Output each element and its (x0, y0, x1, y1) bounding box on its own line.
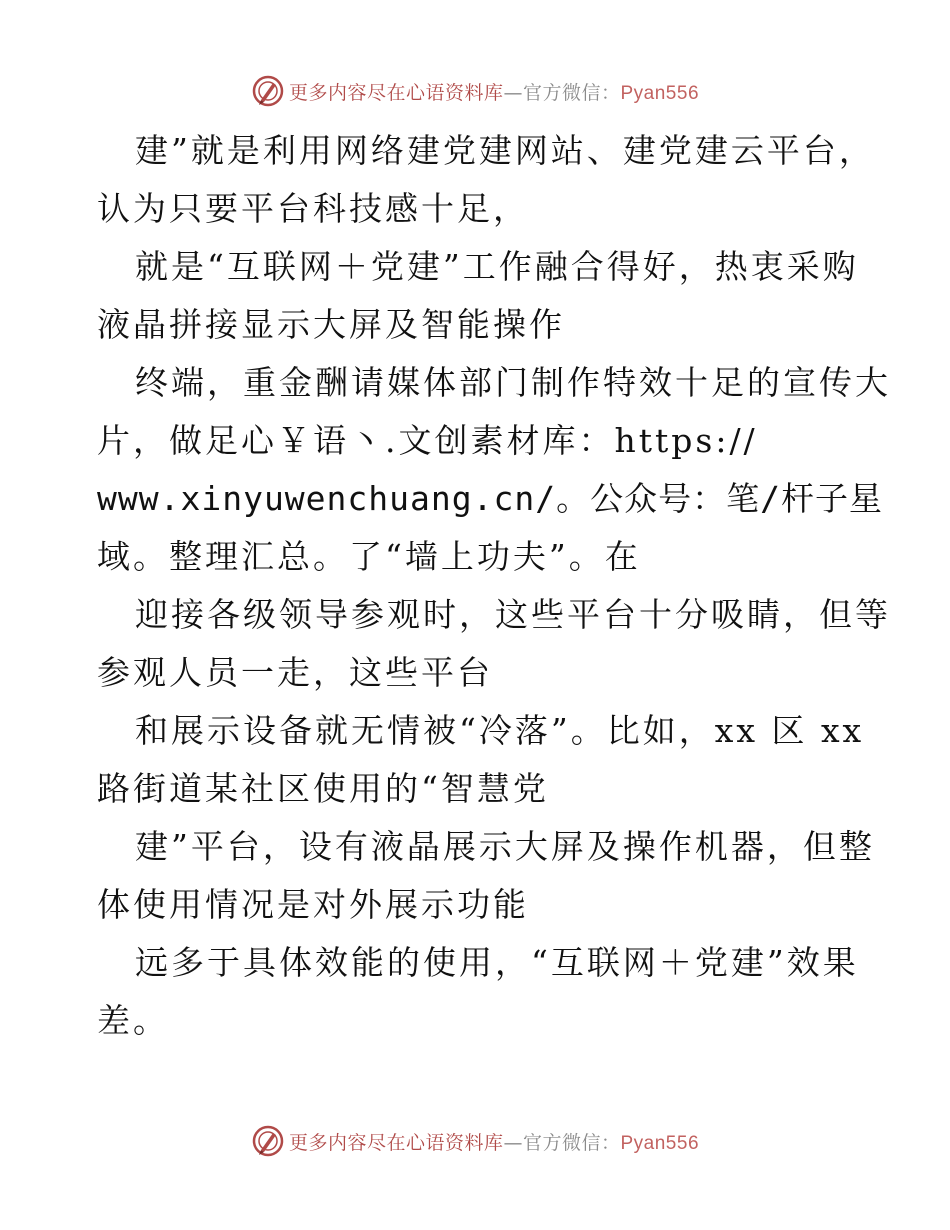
text-line: 就是“互联网＋党建”工作融合得好，热衷采购 (135, 247, 859, 286)
pen-circle-logo-icon (251, 74, 285, 108)
text-line: 终端，重金酬请媒体部门制作特效十足的宣传大 (135, 363, 891, 402)
watermark-site-text: 更多内容尽在心语资料库 (288, 81, 504, 104)
watermark-site-text: 更多内容尽在心语资料库 (288, 1131, 504, 1154)
text-line: 体使用情况是对外展示功能 (97, 885, 529, 924)
watermark-dash: — (503, 1131, 523, 1154)
text-line: 建”平台，设有液晶展示大屏及操作机器，但整 (135, 827, 875, 866)
text-line: 远多于具体效能的使用，“互联网＋党建”效果 (135, 943, 859, 982)
text-line: 迎接各级领导参观时，这些平台十分吸睛，但等 (135, 595, 891, 634)
footer-watermark (0, 1121, 950, 1161)
watermark-dash: — (503, 81, 523, 104)
text-line: 路街道某社区使用的“智慧党 (97, 769, 549, 808)
text-line: 液晶拼接显示大屏及智能操作 (97, 305, 565, 344)
text-line: 和展示设备就无情被“冷落”。比如，xx 区 xx (135, 711, 865, 750)
text-line: 片，做足心￥语丶.文创素材库：https:// (97, 421, 758, 460)
document-body (97, 122, 891, 1050)
watermark-wechat-id: Pyan556 (620, 82, 700, 104)
watermark-official-label: 官方微信： (522, 81, 621, 104)
watermark-official-label: 官方微信： (522, 1131, 621, 1154)
text-line: 差。 (97, 1001, 169, 1040)
text-line: 参观人员一走，这些平台 (97, 653, 493, 692)
text-line: 认为只要平台科技感十足， (97, 189, 529, 228)
watermark-wechat-id: Pyan556 (620, 1132, 700, 1154)
text-line-url: www.xinyuwenchuang.cn/。公众号：笔/杆子星 (97, 479, 883, 518)
text-line: 建”就是利用网络建党建网站、建党建云平台， (135, 131, 875, 170)
pen-circle-logo-icon (251, 1124, 285, 1158)
text-line: 域。整理汇总。了“墙上功夫”。在 (97, 537, 641, 576)
header-watermark (0, 71, 950, 111)
